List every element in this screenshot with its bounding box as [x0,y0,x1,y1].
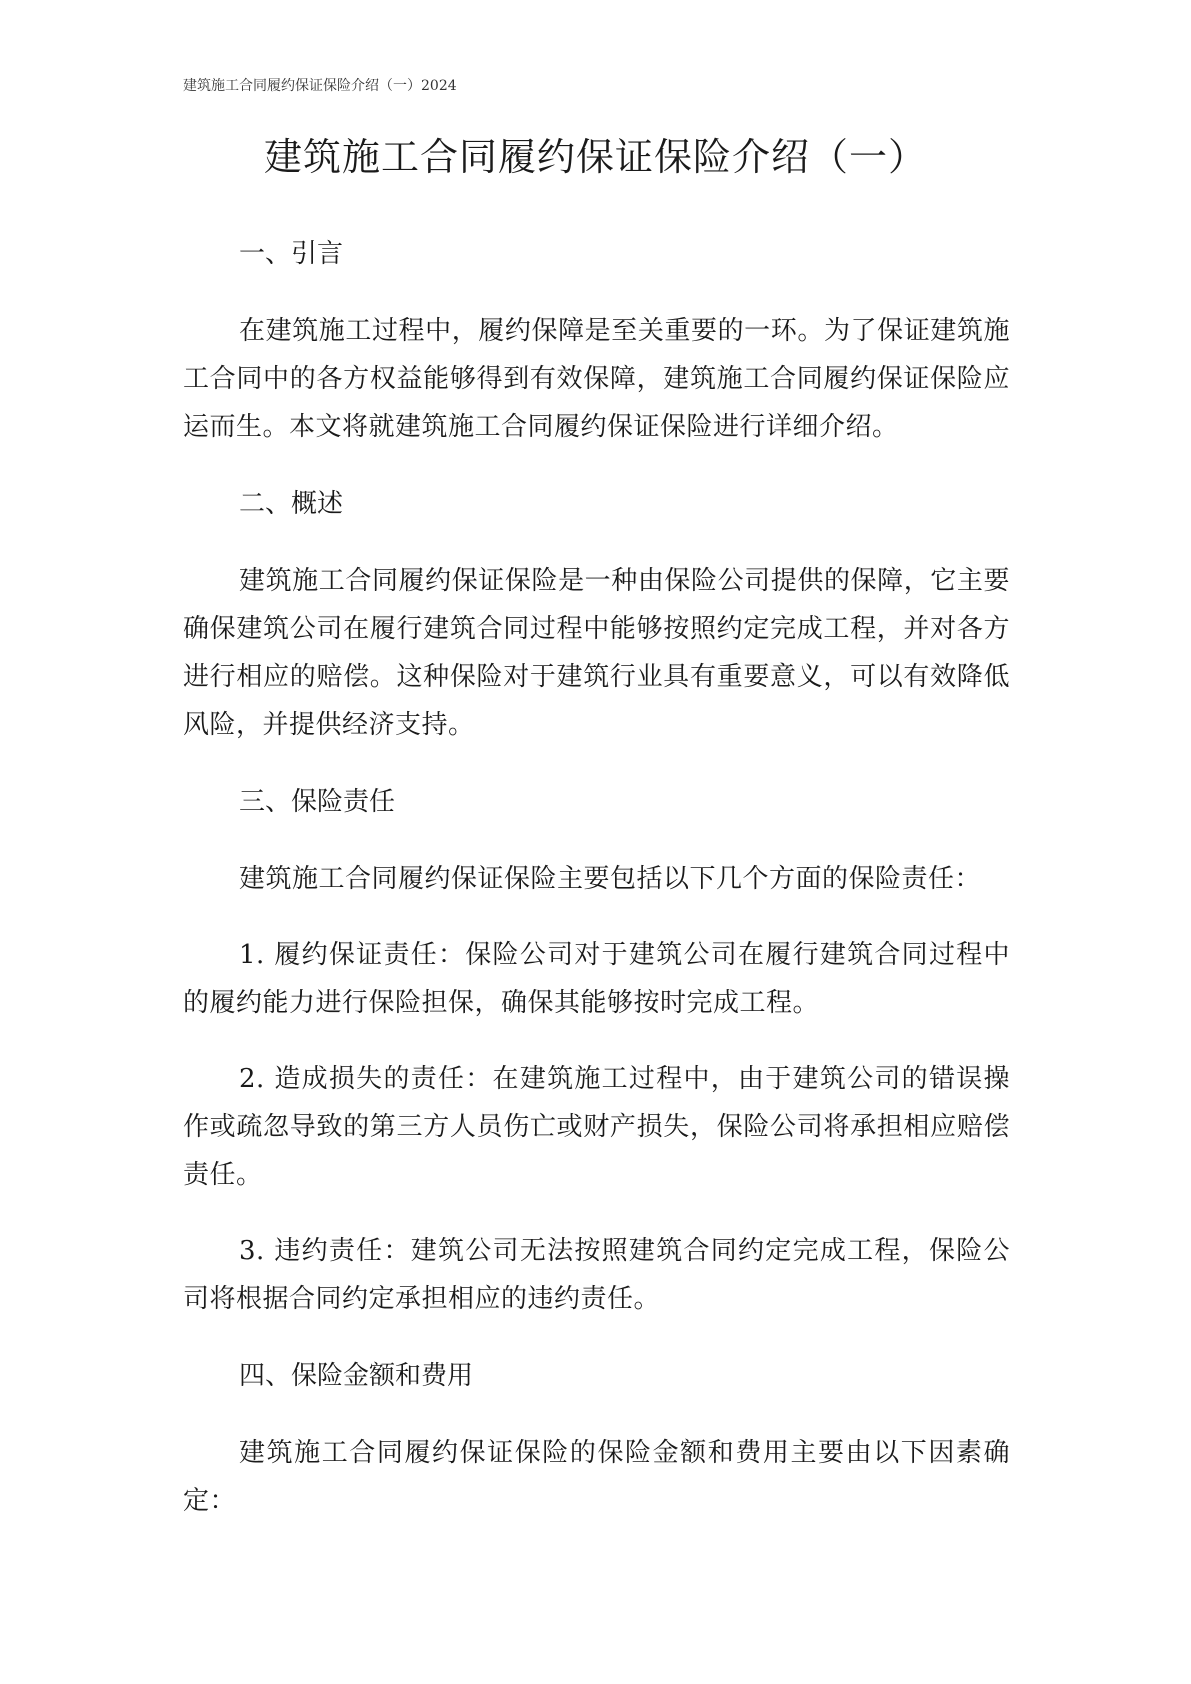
paragraph: 在建筑施工过程中，履约保障是至关重要的一环。为了保证建筑施工合同中的各方权益能够得到有效保障，建筑施工合同履约保证保险应运而生。本文将就建筑施工合同履约保证保险进行详细介绍。 [183,316,1010,442]
list-item: 3. 违约责任：建筑公司无法按照建筑合同约定完成工程，保险公司将根据合同约定承担相应的违约责任。 [183,1236,1010,1314]
list-item: 1. 履约保证责任：保险公司对于建筑公司在履行建筑合同过程中的履约能力进行保险担保，确保其能够按时完成工程。 [183,940,1010,1018]
paragraph: 建筑施工合同履约保证保险的保险金额和费用主要由以下因素确定： [183,1438,1010,1516]
paragraph: 建筑施工合同履约保证保险主要包括以下几个方面的保险责任： [239,864,982,894]
document-body [183,229,1010,1553]
section-introduction [183,229,1010,451]
section-heading: 三、保险责任 [239,787,396,817]
section-overview [183,479,1010,749]
list-item: 2. 造成损失的责任：在建筑施工过程中，由于建筑公司的错误操作或疏忽导致的第三方人员伤亡或财产损失，保险公司将承担相应赔偿责任。 [183,1064,1010,1190]
section-heading: 一、引言 [239,239,344,269]
document-title: 建筑施工合同履约保证保险介绍（一） [263,135,927,179]
section-heading: 二、概述 [239,489,344,519]
paragraph: 建筑施工合同履约保证保险是一种由保险公司提供的保障，它主要确保建筑公司在履行建筑合同过程中能够按照约定完成工程，并对各方进行相应的赔偿。这种保险对于建筑行业具有重要意义，可以有效降低风险，并提供经济支持。 [183,566,1010,740]
section-amount-and-fees [183,1351,1010,1525]
section-heading: 四、保险金额和费用 [239,1361,474,1391]
section-insurance-liability [183,777,1010,1323]
running-header: 建筑施工合同履约保证保险介绍（一）2024 [183,78,457,94]
